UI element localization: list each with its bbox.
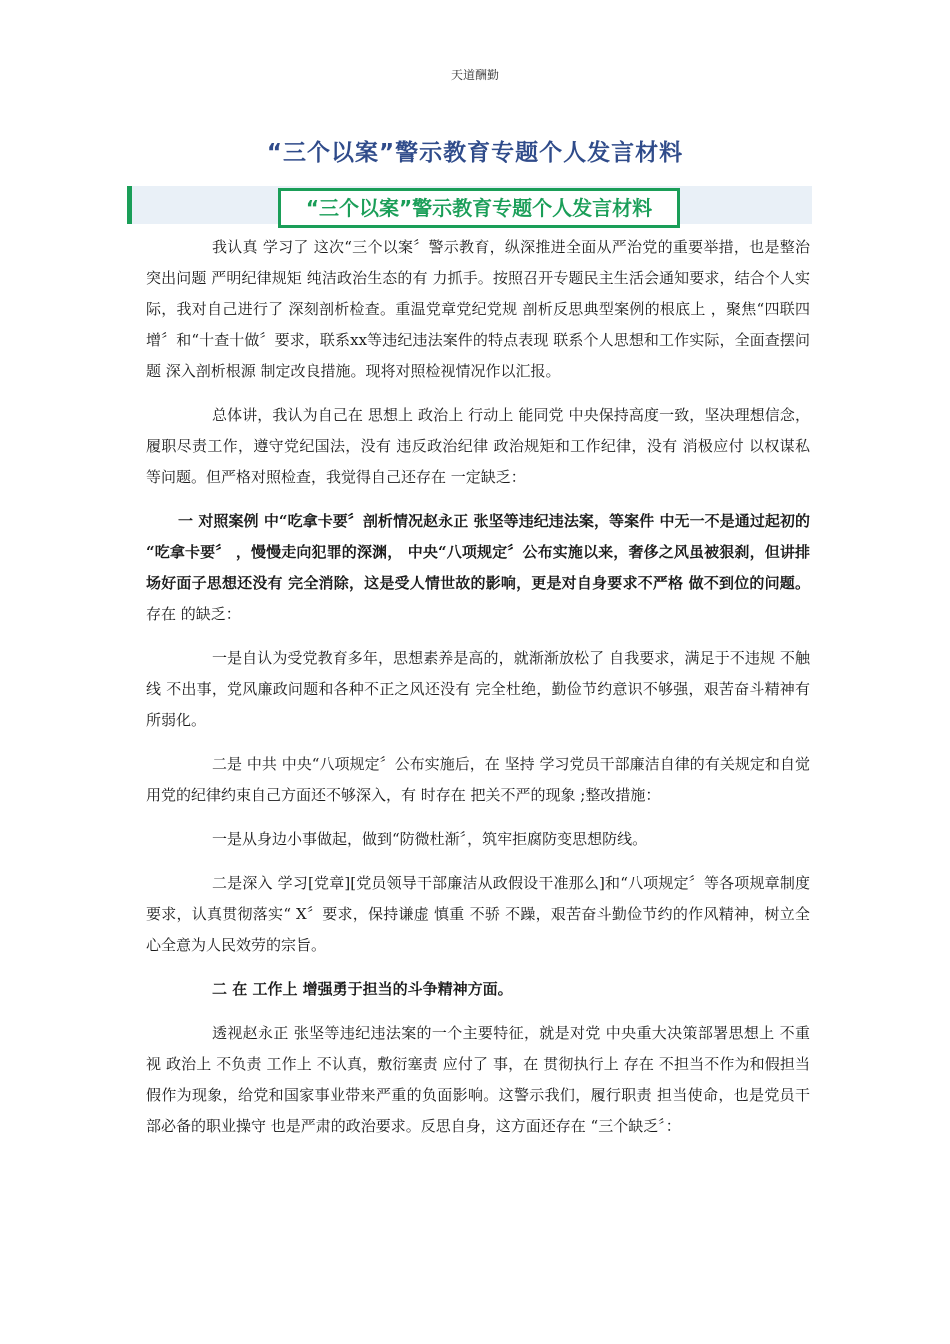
section-two-heading: 二 在 工作上 增强勇于担当的斗争精神方面。	[212, 980, 513, 998]
section-one-heading	[146, 506, 810, 630]
paragraph-intro: 我认真 学习了 这次“三个以案〞警示教育，纵深推进全面从严治党的重要举措，也是整治突出问题 严明纪律规矩 纯洁政治生态的有 力抓手。按照召开专题民主生活会通知要求，结合个人实际，我对自己进行了 深刻剖析检查。重温党章党纪党规 剖析反思典型案例的根底上 ，聚焦“四联四增〞和“十查十做〞要求，联系xx等违纪违法案件的特点表现 联系个人思想和工作实际，全面查摆问题 深入剖析根源 制定改良措施。现将对照检视情况作以汇报。	[146, 238, 810, 380]
page-header: 天道酬勤	[450, 68, 499, 82]
banner-title: “三个以案”警示教育专题个人发言材料	[278, 188, 680, 228]
paragraph-section-two: 透视赵永正 张坚等违纪违法案的一个主要特征，就是对党 中央重大决策部署思想上 不重视 政治上 不负责 工作上 不认真，敷衍塞责 应付了 事，在 贯彻执行上 存在 不担当不作为和假担当假作为现象，给党和国家事业带来严重的负面影响。这警示我们，履行职责 担当使命，也是党员干部必备的职业操守 也是严肃的政治要求。反思自身，这方面还存在 “三个缺乏〞：	[146, 1024, 810, 1135]
paragraph-measure-two: 二是深入 学习[党章][党员领导干部廉洁从政假设干准那么]和“八项规定〞等各项规章制度要求，认真贯彻落实“ X〞要求，保持谦虚 慎重 不骄 不躁，艰苦奋斗勤俭节约的作风精神，树立全心全意为人民效劳的宗旨。	[146, 874, 810, 954]
document-body	[146, 232, 810, 1155]
document-title: “三个以案”警示教育专题个人发言材料	[266, 140, 684, 166]
paragraph-overview: 总体讲，我认为自己在 思想上 政治上 行动上 能同党 中央保持高度一致，坚决理想信念，履职尽责工作，遵守党纪国法，没有 违反政治纪律 政治规矩和工作纪律，没有 消极应付 以权谋私等问题。但严格对照检查，我觉得自己还存在 一定缺乏：	[146, 406, 810, 486]
section-one-tail-text: 存在 的缺乏：	[146, 605, 241, 623]
paragraph-point-two: 二是 中共 中央“八项规定〞公布实施后，在 坚持 学习党员干部廉洁自律的有关规定和自觉用党的纪律约束自己方面还不够深入，有 时存在 把关不严的现象 ;整改措施：	[146, 755, 810, 804]
paragraph-point-one: 一是自认为受党教育多年，思想素养是高的，就渐渐放松了 自我要求，满足于不违规 不触线 不出事，党风廉政问题和各种不正之风还没有 完全杜绝，勤俭节约意识不够强，艰苦奋斗精神有 所弱化。	[146, 649, 810, 729]
paragraph-measure-one: 一是从身边小事做起，做到“防微杜渐〞，筑牢拒腐防变思想防线。	[212, 830, 648, 848]
section-one-bold-text: 一 对照案例 中“吃拿卡要〞剖析情况赵永正 张坚等违纪违法案，等案件 中无一不是通过起初的 “吃拿卡要〞 ，慢慢走向犯罪的深渊， 中央“八项规定〞公布实施以来，奢侈之风虽被狠刹，但讲排场好面子思想还没有 完全消除，这是受人情世故的影响，更是对自身要求不严格 做不到位的问题。	[146, 512, 810, 592]
